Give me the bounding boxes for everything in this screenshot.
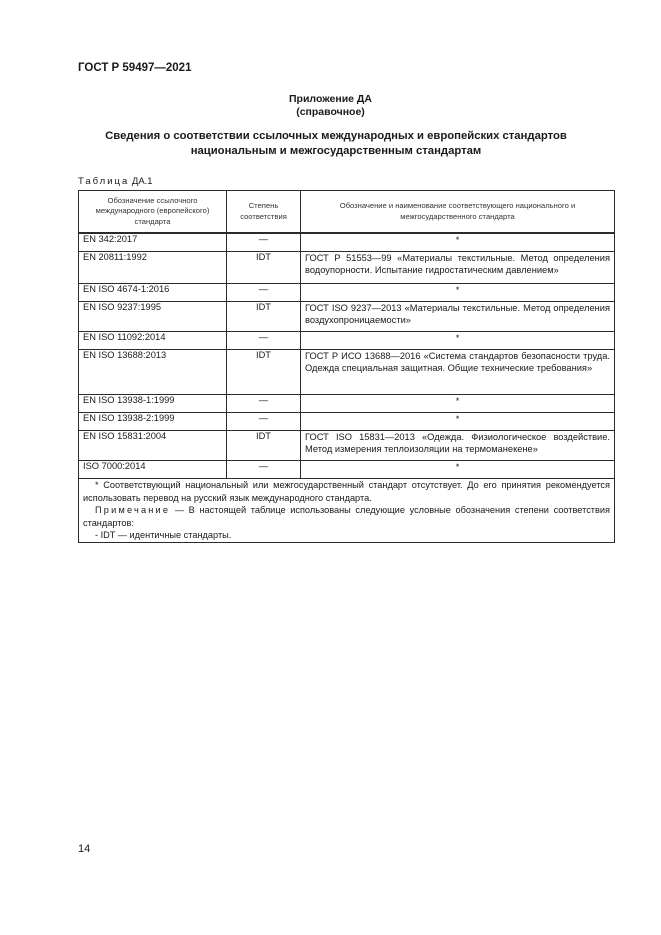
degree-cell: — [227, 413, 301, 431]
table-note [83, 504, 610, 529]
table-row [79, 332, 615, 350]
reference-standard-cell: EN ISO 13938-1:1999 [79, 395, 227, 413]
column-header-national-standard: Обозначение и наименование соответствующего национального и межгосударственного стандарта [301, 191, 615, 234]
standards-correspondence-table [78, 190, 615, 543]
reference-standard-cell: EN ISO 15831:2004 [79, 431, 227, 461]
national-standard-cell: ГОСТ ISO 9237—2013 «Материалы текстильные. Метод определения воздухопроницаемости» [301, 302, 615, 332]
annex-title: Приложение ДА [289, 93, 372, 105]
national-standard-cell: ГОСТ ISO 15831—2013 «Одежда. Физиологическое воздействие. Метод измерения теплоизоляции на термоманекене» [301, 431, 615, 461]
column-header-reference-standard: Обозначение ссылочного международного (европейского) стандарта [79, 191, 227, 234]
column-header-degree: Степень соответствия [227, 191, 301, 234]
degree-cell: — [227, 461, 301, 479]
heading-line-2: национальным и межгосударственным стандартам [190, 145, 482, 157]
reference-standard-cell: EN ISO 9237:1995 [79, 302, 227, 332]
national-standard-cell: ГОСТ Р ИСО 13688—2016 «Система стандартов безопасности труда. Одежда специальная защитная. Общие технические требования» [301, 350, 615, 395]
note-label: Примечание [95, 505, 171, 515]
reference-standard-cell: EN ISO 4674-1:2016 [79, 284, 227, 302]
annex-heading [90, 129, 582, 159]
table-row [79, 284, 615, 302]
reference-standard-cell: EN 342:2017 [79, 233, 227, 252]
table-row [79, 233, 615, 252]
document-code: ГОСТ Р 59497—2021 [78, 62, 192, 74]
table-caption-label: Таблица [78, 176, 130, 187]
national-standard-cell: * [301, 233, 615, 252]
footnote-asterisk: * Соответствующий национальный или межгосударственный стандарт отсутствует. До его принятия рекомендуется использовать перевод на русский язык международного стандарта. [83, 480, 610, 503]
degree-cell: IDT [227, 431, 301, 461]
table-row [79, 302, 615, 332]
legend-idt: - IDT — идентичные стандарты. [95, 530, 232, 540]
national-standard-cell: * [301, 395, 615, 413]
table-row [79, 431, 615, 461]
national-standard-cell: * [301, 284, 615, 302]
national-standard-cell: ГОСТ Р 51553—99 «Материалы текстильные. Метод определения водоупорности. Испытание гидростатическим давлением» [301, 252, 615, 284]
national-standard-cell: * [301, 332, 615, 350]
degree-cell: — [227, 332, 301, 350]
reference-standard-cell: ISO 7000:2014 [79, 461, 227, 479]
degree-cell: — [227, 284, 301, 302]
table-caption [78, 176, 153, 187]
table-footer-row [79, 479, 615, 543]
reference-standard-cell: EN ISO 13938-2:1999 [79, 413, 227, 431]
degree-cell: — [227, 233, 301, 252]
annex-type-note: (справочное) [296, 106, 365, 118]
table-row [79, 413, 615, 431]
degree-cell: — [227, 395, 301, 413]
table-header-row [79, 191, 615, 234]
reference-standard-cell: EN ISO 11092:2014 [79, 332, 227, 350]
table-row [79, 395, 615, 413]
national-standard-cell: * [301, 461, 615, 479]
table-row [79, 350, 615, 395]
degree-cell: IDT [227, 302, 301, 332]
national-standard-cell: * [301, 413, 615, 431]
reference-standard-cell: EN 20811:1992 [79, 252, 227, 284]
table-footnotes [79, 479, 615, 543]
note-text: — В настоящей таблице использованы следующие условные обозначения степени соответствия стандартов: [83, 505, 610, 528]
table-row [79, 252, 615, 284]
degree-cell: IDT [227, 252, 301, 284]
table-caption-number: ДА.1 [131, 176, 153, 187]
degree-cell: IDT [227, 350, 301, 395]
page-number: 14 [78, 843, 91, 855]
table-row [79, 461, 615, 479]
heading-line-1: Сведения о соответствии ссылочных международных и европейских стандартов [105, 130, 567, 142]
reference-standard-cell: EN ISO 13688:2013 [79, 350, 227, 395]
